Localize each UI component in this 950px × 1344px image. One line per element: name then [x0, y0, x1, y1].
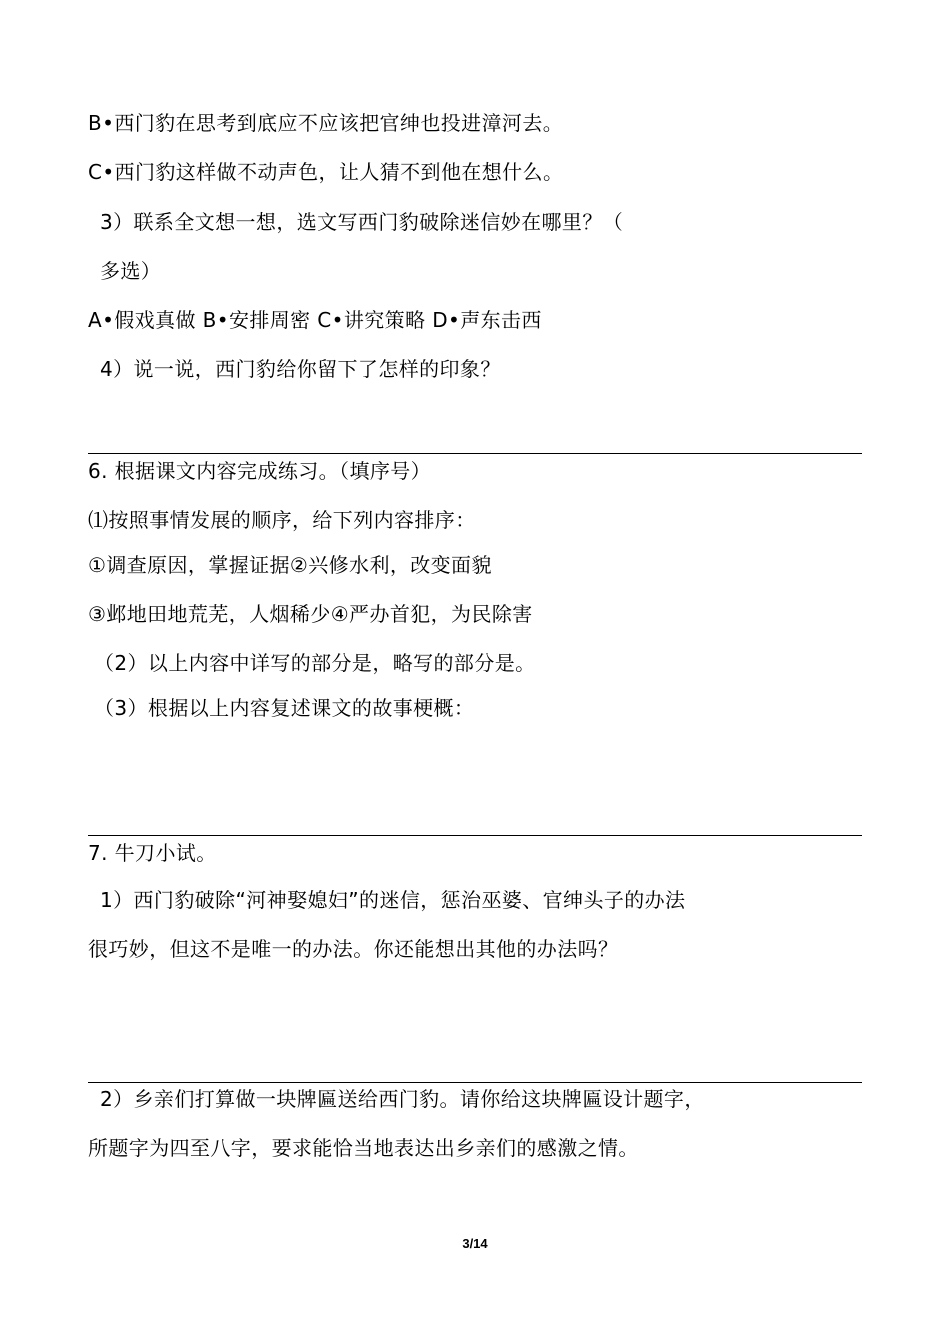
q6-sub2: （2）以上内容中详写的部分是，略写的部分是。: [94, 651, 536, 675]
answer-line[interactable]: [88, 453, 862, 454]
answer-line[interactable]: [88, 1082, 862, 1083]
q5-option-c: C•西门豹这样做不动声色，让人猜不到他在想什么。: [88, 160, 564, 184]
q6-title: 6. 根据课文内容完成练习。（填序号）: [88, 459, 432, 483]
q5-sub3-options: A•假戏真做 B•安排周密 C•讲究策略 D•声东击西: [88, 308, 542, 332]
q6-sub1: ⑴按照事情发展的顺序，给下列内容排序：: [88, 508, 476, 532]
q7-sub2-question-cont: 所题字为四至八字，要求能恰当地表达出乡亲们的感激之情。: [88, 1136, 639, 1160]
q5-sub4-question: 4）说一说，西门豹给你留下了怎样的印象？: [100, 357, 501, 381]
q5-option-b: B•西门豹在思考到底应不应该把官绅也投进漳河去。: [88, 111, 564, 135]
page-number: 3/14: [462, 1236, 488, 1251]
q6-sub3: （3）根据以上内容复述课文的故事梗概：: [94, 696, 475, 720]
q5-sub3-question-cont: 多选）: [100, 259, 162, 283]
q7-sub1-question-cont: 很巧妙，但这不是唯一的办法。你还能想出其他的办法吗？: [88, 937, 619, 961]
q7-sub1-question: 1）西门豹破除“河神娶媳妇”的迷信，惩治巫婆、官绅头子的办法: [100, 888, 686, 912]
q6-items-line1: ①调查原因，掌握证据②兴修水利，改变面貌: [88, 553, 492, 577]
answer-line[interactable]: [88, 835, 862, 836]
q6-items-line2: ③邺地田地荒芜，人烟稀少④严办首犯，为民除害: [88, 602, 533, 626]
q5-sub3-question: 3）联系全文想一想，选文写西门豹破除迷信妙在哪里？（: [100, 210, 624, 234]
q7-sub2-question: 2）乡亲们打算做一块牌匾送给西门豹。请你给这块牌匾设计题字，: [100, 1087, 705, 1111]
q7-title: 7. 牛刀小试。: [88, 841, 217, 865]
